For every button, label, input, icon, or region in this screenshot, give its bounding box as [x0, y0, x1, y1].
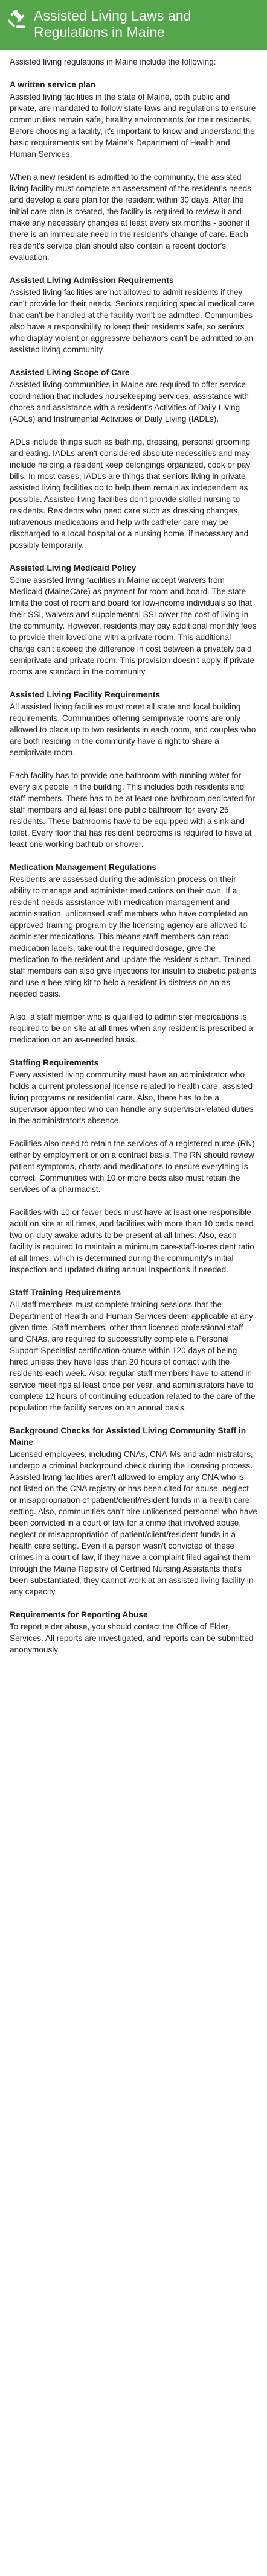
section-paragraph: All staff members must complete training sessions that the Department of Health and Human Services deem applicable at any given time. Staff members, other than licensed professional staff and CNAs, are required to successfully complete a Personal Support Specialist certification course within 120 days of being hired unless they have less than 20 hours of contact with the residents each week. Also, regular staff members have to attend in-service meetings at least once per year, and administrators have to complete 12 hours of continuing education related to the care of the population the facility serves on an annual basis.	[10, 1300, 256, 1412]
section-written-service-plan	[10, 79, 257, 263]
section-paragraph: Licensed employees, including CNAs, CNA-Ms and administrators, undergo a criminal background check during the licensing process. Assisted living facilities aren't allowed to employ any CNA who is not listed on the CNA registry or has been cited for abuse, neglect or misappropriation of patient/client/resident funds in a health care setting. Also, communities can't hire unlicensed personnel who have been convicted in a court of law for a crime that involved abuse, neglect or misappropriation of patient/client/resident funds in a health care setting. Even if a person wasn't convicted of these crimes in a court of law, if they have a complaint filed against them through the Maine Registry of Certified Nursing Assistants that's been substantiated, they cannot work at an assisted living facility in any capacity.	[10, 1450, 257, 1596]
section-paragraph: When a new resident is admitted to the community, the assisted living facility must complete an assessment of the resident's needs and develop a care plan for the resident within 30 days. After the initial care plan is created, the facility is required to review it and make any necessary changes at least every six months - sooner if there is an immediate need in the resident's change of care. Each resident's service plan should also contain a recent doctor's evaluation.	[10, 173, 252, 262]
section-background-checks	[10, 1425, 257, 1597]
section-paragraph: Each facility has to provide one bathroom with running water for every six people in the building. This includes both residents and staff members. There has to be at least one bathroom dedicated for staff members and at least one public bathroom for every 25 residents. These bathrooms have to be equipped with a sink and toilet. Every floor that has resident bedrooms is required to have at least one working bathtub or shower.	[10, 771, 256, 849]
section-paragraph: Also, a staff member who is qualified to administer medications is required to be on site at all times when any resident is prescribed a medication on an as-needed basis.	[10, 1012, 253, 1044]
section-paragraph: Assisted living facilities in the state of Maine, both public and private, are mandated to follow state laws and regulations to ensure communities remain safe, healthy environments for their residents. Before choosing a facility, it's important to know and understand the basic requirements set by Maine's Department of Health and Human Services.	[10, 92, 256, 159]
section-facility-requirements	[10, 689, 257, 850]
section-staff-training	[10, 1287, 257, 1413]
section-admission-requirements	[10, 274, 257, 355]
section-paragraph: Every assisted living community must have an administrator who holds a current professional license related to health care, assisted living programs or residential care. Also, there has to be a supervisor appointed who can handle any supervisor-related duties in the administrator's absence.	[10, 1070, 254, 1125]
section-medicaid-policy	[10, 562, 257, 677]
section-paragraph: To report elder abuse, you should contact the Office of Elder Services. All reports are investigated, and reports can be submitted anonymously.	[10, 1622, 254, 1654]
section-paragraph: All assisted living facilities must meet all state and local building requirements. Communities offering semiprivate rooms are only allowed to place up to two residents in each room, and couples who are both residing in the community have a right to share a semiprivate room.	[10, 702, 256, 757]
section-reporting-abuse	[10, 1609, 257, 1655]
section-heading: Staffing Requirements	[10, 1058, 99, 1067]
section-heading: Assisted Living Admission Requirements	[10, 276, 174, 285]
section-paragraph: Facilities with 10 or fewer beds must have at least one responsible adult on site at all times, and facilities with more than 10 beds need two on-duty awake adults to be present at all times. Also, each facility is required to maintain a minimum care-staff-to-resident ratio at all times, which is determined during the community's initial inspection and updated during annual inspections if needed.	[10, 1208, 254, 1274]
section-heading: Background Checks for Assisted Living Community Staff in Maine	[10, 1426, 246, 1447]
page-header	[0, 0, 267, 50]
section-heading: Assisted Living Facility Requirements	[10, 690, 161, 699]
section-heading: Staff Training Requirements	[10, 1288, 121, 1297]
article-body	[0, 50, 267, 1655]
section-paragraph: Residents are assessed during the admission process on their ability to manage and administer medications on their own. If a resident needs assistance with medication management and administration, unlicensed staff members who have completed an approved training program by the licensing agency are allowed to administer medications. This means staff members can read medication labels, take out the required dosage, give the medication to the resident and update the resident's chart. Trained staff members can also give injections for insulin to diabetic patients and use a bee sting kit to help a resident in distress on an as-needed basis.	[10, 875, 257, 998]
section-heading: A written service plan	[10, 80, 96, 89]
page-title: Assisted Living Laws and Regulations in Maine	[34, 8, 191, 40]
section-staffing-requirements	[10, 1057, 257, 1275]
intro-text: Assisted living regulations in Maine include the following:	[10, 57, 216, 66]
section-paragraph: ADLs include things such as bathing, dressing, personal grooming and eating. IADLs aren't considered absolute necessities and may include helping a resident keep belongings organized, cook or pay bills. In most cases, IADLs are things that seniors living in private assisted living facilities do to help them remain as independent as possible. Assisted living facilities don't provide skilled nursing to residents. Residents who need care such as dressing changes, intravenous medications and help with catheter care may be discharged to a local hospital or a nursing home, if necessary and possibly temporarily.	[10, 437, 251, 550]
section-heading: Requirements for Reporting Abuse	[10, 1610, 148, 1619]
section-scope-of-care	[10, 367, 257, 551]
section-paragraph: Assisted living communities in Maine are required to offer service coordination that includes housekeeping services, assistance with chores and assistance with a resident's Activities of Daily Living (ADLs) and Instrumental Activities of Daily Living (IADLs).	[10, 380, 249, 424]
section-paragraph: Assisted living facilities are not allowed to admit residents if they can't provide for their needs. Seniors requiring special medical care that can't be handled at the facility won't be admitted. Communities also have a responsibility to keep their residents safe, so seniors who display violent or aggressive behaviors can't be admitted to an assisted living community.	[10, 288, 254, 354]
section-heading: Assisted Living Scope of Care	[10, 368, 130, 377]
section-heading: Assisted Living Medicaid Policy	[10, 563, 137, 573]
gavel-icon	[8, 10, 27, 28]
section-paragraph: Facilities also need to retain the services of a registered nurse (RN) either by employment or on a contract basis. The RN should review patient symptoms, charts and medications to ensure everything is correct. Communities with 10 or more beds also must retain the services of a pharmacist.	[10, 1139, 255, 1194]
section-medication-management	[10, 861, 257, 1045]
section-paragraph: Some assisted living facilities in Maine accept waivers from Medicaid (MaineCare) as payment for room and board. The state limits the cost of room and board for low-income individuals so that their SSI, waivers and supplemental SSI cover the cost of living in the community. However, residents may pay additional monthly fees to provide their loved one with a private room. This additional charge can't exceed the difference in cost between a privately paid semiprivate and private room. This provision doesn't apply if private rooms are standard in the community.	[10, 576, 257, 676]
section-heading: Medication Management Regulations	[10, 863, 157, 872]
